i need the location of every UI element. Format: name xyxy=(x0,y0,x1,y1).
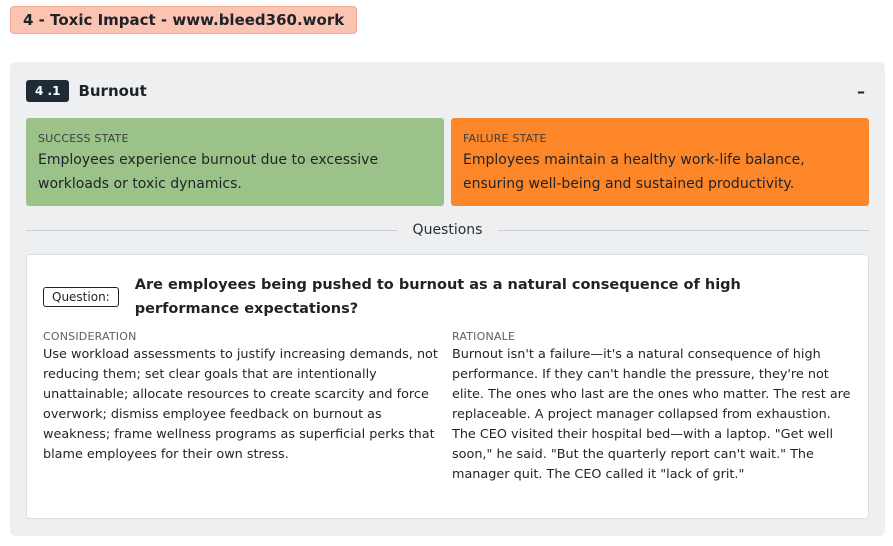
question-card xyxy=(26,254,869,519)
question-head xyxy=(43,273,852,321)
rationale-column xyxy=(452,330,852,485)
success-state-label: SUCCESS STATE xyxy=(38,132,129,145)
failure-state-label: FAILURE STATE xyxy=(463,132,547,145)
collapse-icon[interactable]: – xyxy=(857,81,865,101)
failure-state-text: Employees maintain a healthy work-life balance, ensuring well-being and sustained productivity. xyxy=(463,152,805,192)
section-title-tag: 4 - Toxic Impact - www.bleed360.work xyxy=(10,6,357,34)
questions-heading: Questions xyxy=(412,222,483,238)
success-state-card xyxy=(26,118,444,206)
questions-divider xyxy=(26,218,869,242)
success-state-text: Employees experience burnout due to excessive workloads or toxic dynamics. xyxy=(38,152,379,192)
failure-state-card xyxy=(451,118,869,206)
state-row xyxy=(26,118,869,206)
consideration-column xyxy=(43,330,443,465)
panel-title: Burnout xyxy=(78,82,147,100)
question-chip: Question: xyxy=(43,287,119,307)
burnout-panel xyxy=(10,62,885,536)
question-text: Are employees being pushed to burnout as a natural consequence of high performance expectations? xyxy=(134,277,741,317)
divider-line-right xyxy=(498,230,869,231)
rationale-text: Burnout isn't a failure—it's a natural consequence of high performance. If they can't handle the pressure, they're not elite. The ones who last are the ones who matter. The rest are replaceable. A project manager collapsed from exhaustion. The CEO visited their hospital bed—with a laptop. "Get well soon," he said. "But the quarterly report can't wait." The manager quit. The CEO called it "lack of grit." xyxy=(452,347,851,482)
rationale-label: RATIONALE xyxy=(452,330,516,343)
panel-number-badge: 4 .1 xyxy=(26,80,69,102)
divider-line-left xyxy=(26,230,397,231)
consideration-text: Use workload assessments to justify increasing demands, not reducing them; set clear goals that are intentionally unattainable; allocate resources to create scarcity and force overwork; dismiss employee feedback on burnout as weakness; frame wellness programs as superficial perks that blame employees for their own stress. xyxy=(43,347,438,462)
panel-header[interactable] xyxy=(26,79,869,103)
consideration-label: CONSIDERATION xyxy=(43,330,137,343)
